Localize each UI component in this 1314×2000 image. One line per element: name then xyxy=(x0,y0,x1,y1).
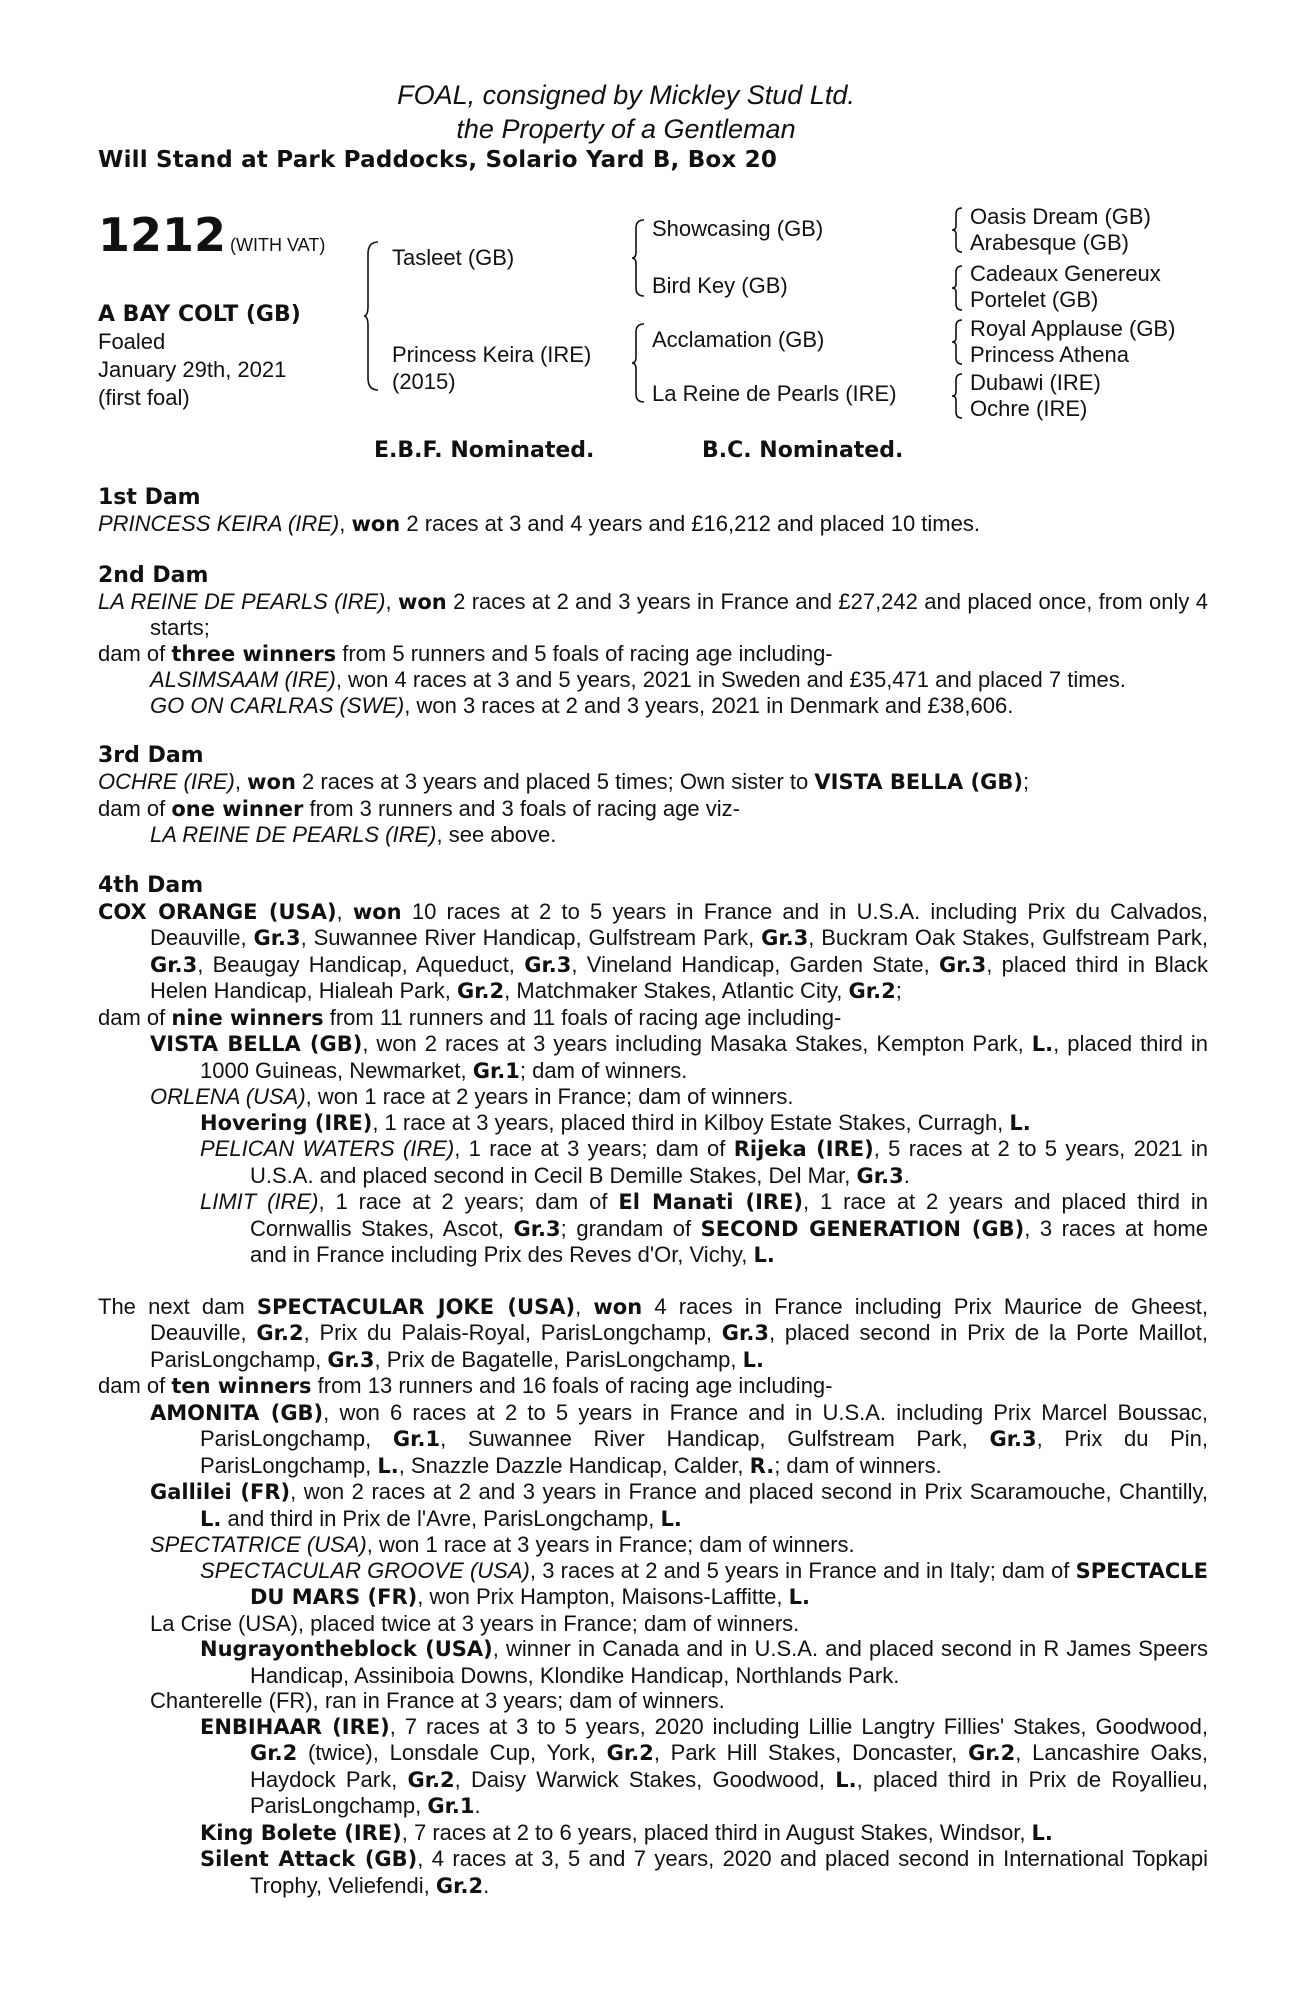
dam-dam-sire: Dubawi (IRE) xyxy=(970,370,1101,395)
third-dam-section xyxy=(98,743,1208,848)
produce-king-bolete: King Bolete (IRE), 7 races at 2 to 6 years, placed third in August Stakes, Windsor, L. xyxy=(200,1819,1053,1845)
produce-spectatrice: SPECTATRICE (USA), won 1 race at 3 years in France; dam of winners. xyxy=(150,1532,855,1557)
dam: Princess Keira (IRE) xyxy=(392,342,592,367)
third-dam-produce: dam of one winner from 3 runners and 3 foals of racing age viz- xyxy=(98,795,740,821)
produce-hovering: Hovering (IRE), 1 race at 3 years, placed third in Kilboy Estate Stakes, Curragh, L. xyxy=(200,1109,1031,1135)
first-dam-section xyxy=(98,485,1208,538)
vat-label: (WITH VAT) xyxy=(230,235,326,255)
second-dam-heading: 2nd Dam xyxy=(98,562,209,588)
dam-sire: Acclamation (GB) xyxy=(652,327,825,352)
produce-chanterelle: Chanterelle (FR), ran in France at 3 years; dam of winners. xyxy=(150,1688,725,1713)
sire-dam: Bird Key (GB) xyxy=(652,273,788,298)
stand-location: Will Stand at Park Paddocks, Solario Yard B, Box 20 xyxy=(98,147,778,173)
produce-spectacular-groove: SPECTACULAR GROOVE (USA), 3 races at 2 and 5 years in France and in Italy; dam of SPECTACLE DU MARS (FR), won Prix Hampton, Maisons-Laffitte, L. xyxy=(200,1557,1208,1609)
pedigree-bracket-main xyxy=(364,240,380,392)
produce-alsimsaam: ALSIMSAAM (IRE), won 4 races at 3 and 5 years, 2021 in Sweden and £35,471 and placed 7 times. xyxy=(150,667,1126,692)
next-dam-produce: dam of ten winners from 13 runners and 16 foals of racing age including- xyxy=(98,1373,833,1398)
dam-dam: La Reine de Pearls (IRE) xyxy=(652,381,897,406)
second-dam-produce: dam of three winners from 5 runners and 5 foals of racing age including- xyxy=(98,640,833,666)
fourth-dam-text: COX ORANGE (USA), won 10 races at 2 to 5 years in France and in U.S.A. including Prix du Calvados, Deauville, Gr.3, Suwannee River Handicap, Gulfstream Park, Gr.3, Buckram Oak Stakes, Gulfstream Park, Gr.3, Beaugay Handicap, Aqueduct, Gr.3, Vineland Handicap, Garden State, Gr.3, placed third in Black Helen Handicap, Hialeah Park, Gr.2, Matchmaker Stakes, Atlantic City, Gr.2; xyxy=(98,898,1209,1003)
first-dam-heading: 1st Dam xyxy=(98,485,201,510)
second-dam-text: LA REINE DE PEARLS (IRE), won 2 races at 2 and 3 years in France and £27,242 and placed once, from only 4 starts; xyxy=(98,588,1208,640)
pedigree-bracket-dd xyxy=(952,372,964,420)
pedigree-notes xyxy=(98,485,1208,1899)
dam-dam-dam: Ochre (IRE) xyxy=(970,396,1088,421)
fourth-dam-section xyxy=(98,873,1208,1269)
property-line: the Property of a Gentleman xyxy=(456,114,796,144)
produce-amonita: AMONITA (GB), won 6 races at 2 to 5 years in France and in U.S.A. including Prix Marcel Boussac, ParisLongchamp, Gr.1, Suwannee River Handicap, Gulfstream Park, Gr.3, Prix du Pin, ParisLongchamp, L., Snazzle Dazzle Handicap, Calder, R.; dam of winners. xyxy=(150,1399,1209,1478)
produce-limit: LIMIT (IRE), 1 race at 2 years; dam of El Manati (IRE), 1 race at 2 years and placed third in Cornwallis Stakes, Ascot, Gr.3; grandam of SECOND GENERATION (GB), 3 races at home and in France including Prix des Reves d'Or, Vichy, L. xyxy=(200,1189,1208,1267)
produce-orlena: ORLENA (USA), won 1 race at 2 years in France; dam of winners. xyxy=(150,1084,794,1109)
pedigree-bracket-sd xyxy=(952,264,964,312)
sire-sire: Showcasing (GB) xyxy=(652,216,824,241)
sire-dam-dam: Portelet (GB) xyxy=(970,287,1099,312)
foaled-label: Foaled xyxy=(98,328,166,354)
produce-vista-bella: VISTA BELLA (GB), won 2 races at 3 years including Masaka Stakes, Kempton Park, L., placed third in 1000 Guineas, Newmarket, Gr.1; dam of winners. xyxy=(150,1031,1208,1083)
third-dam-heading: 3rd Dam xyxy=(98,743,204,768)
lot-number: 1212 xyxy=(98,208,227,262)
dam-year: (2015) xyxy=(392,369,456,394)
foaled-date: January 29th, 2021 xyxy=(98,356,287,382)
next-dam-section xyxy=(98,1294,1208,1900)
lot-info xyxy=(98,210,358,412)
second-dam-section xyxy=(98,563,1208,719)
produce-silent-attack: Silent Attack (GB), 4 races at 3, 5 and 7 years, 2020 and placed second in International Topkapi Trophy, Veliefendi, Gr.2. xyxy=(200,1846,1209,1898)
produce-go-on-carlras: GO ON CARLRAS (SWE), won 3 races at 2 and 3 years, 2021 in Denmark and £38,606. xyxy=(150,692,1014,718)
dam-sire-dam: Princess Athena xyxy=(970,342,1129,367)
third-dam-text: OCHRE (IRE), won 2 races at 3 years and placed 5 times; Own sister to VISTA BELLA (GB); xyxy=(98,769,1030,794)
fourth-dam-produce: dam of nine winners from 11 runners and 11 foals of racing age including- xyxy=(98,1004,842,1030)
pedigree-bracket-ds xyxy=(952,318,964,366)
sire-dam-sire: Cadeaux Genereux xyxy=(970,261,1161,286)
first-dam-text: PRINCESS KEIRA (IRE), won 2 races at 3 and 4 years and £16,212 and placed 10 times. xyxy=(98,511,980,536)
ebf-nominated: E.B.F. Nominated. xyxy=(374,438,595,463)
lot-title: A BAY COLT (GB) xyxy=(98,302,301,327)
produce-pelican-waters: PELICAN WATERS (IRE), 1 race at 3 years; dam of Rijeka (IRE), 5 races at 2 to 5 years, 2021 in U.S.A. and placed second in Cecil B Demille Stakes, Del Mar, Gr.3. xyxy=(200,1136,1209,1188)
produce-la-reine: LA REINE DE PEARLS (IRE), see above. xyxy=(150,822,557,847)
pedigree-bracket-ss xyxy=(952,206,964,254)
foal-note: (first foal) xyxy=(98,384,190,410)
consignor-line: FOAL, consigned by Mickley Stud Ltd. xyxy=(397,80,855,110)
lot-number-row xyxy=(98,210,358,270)
next-dam-text: The next dam SPECTACULAR JOKE (USA), won 4 races in France including Prix Maurice de Gheest, Deauville, Gr.2, Prix du Palais-Royal, ParisLongchamp, Gr.3, placed second in Prix de la Porte Maillot, ParisLongchamp, Gr.3, Prix de Bagatelle, ParisLongchamp, L. xyxy=(98,1293,1209,1372)
sire-sire-sire: Oasis Dream (GB) xyxy=(970,204,1151,229)
produce-nugrayontheblock: Nugrayontheblock (USA), winner in Canada and in U.S.A. and placed second in R James Speers Handicap, Assiniboia Downs, Klondike Handicap, Northlands Park. xyxy=(200,1636,1208,1688)
produce-gallilei: Gallilei (FR), won 2 races at 2 and 3 years in France and placed second in Prix Scaramouche, Chantilly, L. and third in Prix de l'Avre, ParisLongchamp, L. xyxy=(150,1479,1209,1531)
pedigree-bracket-sire xyxy=(632,218,646,298)
dam-sire-sire: Royal Applause (GB) xyxy=(970,316,1176,341)
produce-enbihaar: ENBIHAAR (IRE), 7 races at 3 to 5 years, 2020 including Lillie Langtry Fillies' Stakes, Goodwood, Gr.2 (twice), Lonsdale Cup, York, Gr.2, Park Hill Stakes, Doncaster, Gr.2, Lancashire Oaks, Haydock Park, Gr.2, Daisy Warwick Stakes, Goodwood, L., placed third in Prix de Royallieu, ParisLongchamp, Gr.1. xyxy=(200,1713,1208,1818)
fourth-dam-heading: 4th Dam xyxy=(98,872,204,898)
pedigree-bracket-dam xyxy=(632,322,646,404)
sire-sire-dam: Arabesque (GB) xyxy=(970,230,1129,255)
sire: Tasleet (GB) xyxy=(392,245,515,270)
bc-nominated: B.C. Nominated. xyxy=(702,438,904,463)
produce-la-crise: La Crise (USA), placed twice at 3 years in France; dam of winners. xyxy=(150,1610,800,1636)
